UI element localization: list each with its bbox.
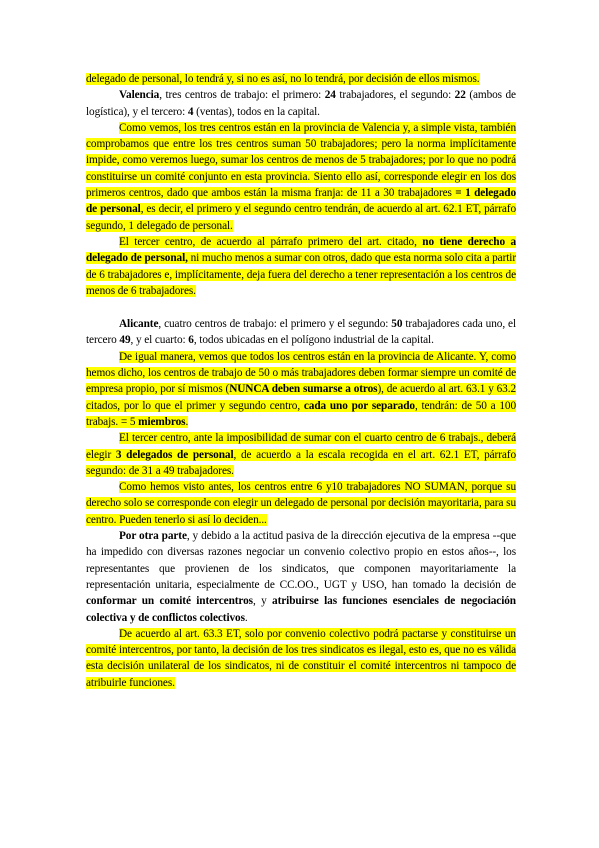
highlighted-text — [86, 73, 480, 85]
paragraph — [86, 626, 516, 691]
text-run: El tercer centro, ante la imposibilidad de sumar con el cuarto centro de 6 trabajs., deberá elegir — [86, 432, 516, 461]
text-run: . — [185, 415, 189, 428]
bold-run: no tiene derecho a delegado de personal, — [86, 235, 516, 265]
text-run: El tercer centro, de acuerdo al párrafo primero del art. citado, — [119, 235, 423, 248]
bold-run: 4 — [187, 105, 194, 118]
text-run: , es decir, el primero y el segundo centro tendrán, de acuerdo al art. 62.1 ET, párrafo segundo, 1 delegado de personal. — [86, 203, 517, 232]
paragraph — [86, 234, 516, 299]
bold-run: cada uno por separado — [303, 399, 415, 412]
paragraph — [86, 349, 516, 430]
text-run: , tendrán: de 50 a 100 trabajs. = 5 — [86, 399, 516, 428]
highlighted-text — [86, 122, 516, 232]
text-run: . — [244, 611, 248, 624]
paragraph — [86, 528, 516, 626]
text-run: (ambos de logística), y el tercero: — [86, 89, 516, 118]
bold-run: Por otra parte — [119, 530, 187, 543]
highlighted-text — [86, 628, 516, 689]
bold-run: Alicante — [119, 318, 159, 331]
text-run: trabajadores, el segundo: — [335, 89, 455, 102]
highlighted-text — [86, 432, 516, 477]
bold-run: 6 — [188, 334, 194, 347]
text-run: Como vemos, los tres centros están en la provincia de Valencia y, a simple vista, también comprobamos que entre los tres centros suman 50 trabajadores; pero la norma implícitamente impide, como veremos luego, sumar los centros de menos de 5 trabajadores; por lo que no podrá constituirse un comité conjunto en esta provincia. Siento ello así, corresponde elegir en los dos primeros centros, dado que ambos están la misma franja: de 11 a 30 trabajadores — [86, 121, 516, 200]
bold-run: Valencia — [119, 89, 160, 102]
highlighted-text — [86, 481, 516, 526]
bold-run: 50 — [391, 318, 403, 331]
highlighted-text — [86, 236, 516, 297]
highlighted-text — [86, 351, 516, 428]
bold-run: 3 delegados de personal — [115, 448, 234, 461]
paragraph — [86, 430, 516, 479]
bold-run: atribuirse las funciones esenciales de negociación colectiva y de conflictos colectivos — [86, 595, 516, 624]
plain-text — [86, 89, 516, 117]
text-run: ni mucho menos a sumar con otros, dado que esta norma solo cita a partir de 6 trabajadores e, implícitamente, deja fuera del derecho a tener representación a los centros de menos de 6 trabajadores. — [86, 252, 516, 297]
text-run: (ventas), todos en la capital. — [193, 105, 320, 118]
text-run: , y debido a la actitud pasiva de la dirección ejecutiva de la empresa --que ha impedido con diversas razones negociar un convenio colectivo propio en estos años--, los representantes que provienen de los sindicatos, que componen mayoritariamente la representación unitaria, especialmente de CC.OO., UGT y USO, han tomado la decisión de — [86, 530, 516, 591]
text-run: De igual manera, vemos que todos los centros están en la provincia de Alicante. Y, como hemos dicho, los centros de trabajo de 50 o más trabajadores deben formar siempre un comité de empresa propio, por sí mismos ( — [86, 350, 516, 396]
bold-run: 24 — [324, 89, 336, 102]
text-run: trabajadores cada uno, el tercero — [86, 318, 516, 347]
paragraph — [86, 120, 516, 234]
text-run: , y el cuarto: — [130, 334, 189, 347]
text-run: Como hemos visto antes, los centros entre 6 y10 trabajadores NO SUMAN, porque su derecho solo se corresponde con elegir un delegado de personal por decisión mayoritaria, para su centro. Pueden tenerlo si así lo deciden... — [86, 481, 516, 526]
text-run: delegado de personal, lo tendrá y, si no es así, no lo tendrá, por decisión de ellos mismos. — [86, 73, 480, 85]
paragraph — [86, 71, 516, 87]
paragraph — [86, 87, 516, 120]
bold-run: conformar un comité intercentros — [86, 595, 253, 608]
plain-text — [86, 530, 516, 623]
bold-run: NUNCA deben sumarse a otros — [229, 383, 378, 396]
text-run: De acuerdo al art. 63.3 ET, solo por convenio colectivo podrá pactarse y constituirse un comité intercentros, por tanto, la decisión de los tres sindicatos es ilegal, esto es, que no es válida esta decisión unilateral de los sindicatos, ni de constituir el comité intercentros ni tampoco de atribuirle funciones. — [86, 627, 516, 689]
bold-run: miembros — [138, 415, 186, 428]
text-run: , tres centros de trabajo: el primero: — [159, 89, 325, 102]
paragraph — [86, 479, 516, 528]
text-run: , todos ubicadas en el polígono industrial de la capital. — [193, 334, 434, 347]
plain-text — [86, 318, 516, 346]
bold-run: = 1 delegado de personal — [86, 187, 516, 216]
text-run: ), de acuerdo al art. 63.1 y 63.2 citados, por lo que el primer y segundo centro, — [86, 383, 516, 412]
text-run: , de acuerdo a la escala recogida en el art. 62.1 ET, párrafo segundo: de 31 a 49 trabajadores. — [86, 448, 517, 477]
bold-run: 22 — [454, 89, 466, 102]
paragraph-spacer — [86, 299, 516, 316]
text-run: , cuatro centros de trabajo: el primero y el segundo: — [158, 318, 392, 331]
paragraph — [86, 316, 516, 349]
document-body — [86, 71, 516, 691]
bold-run: 49 — [119, 334, 131, 347]
text-run: , y — [252, 595, 273, 608]
